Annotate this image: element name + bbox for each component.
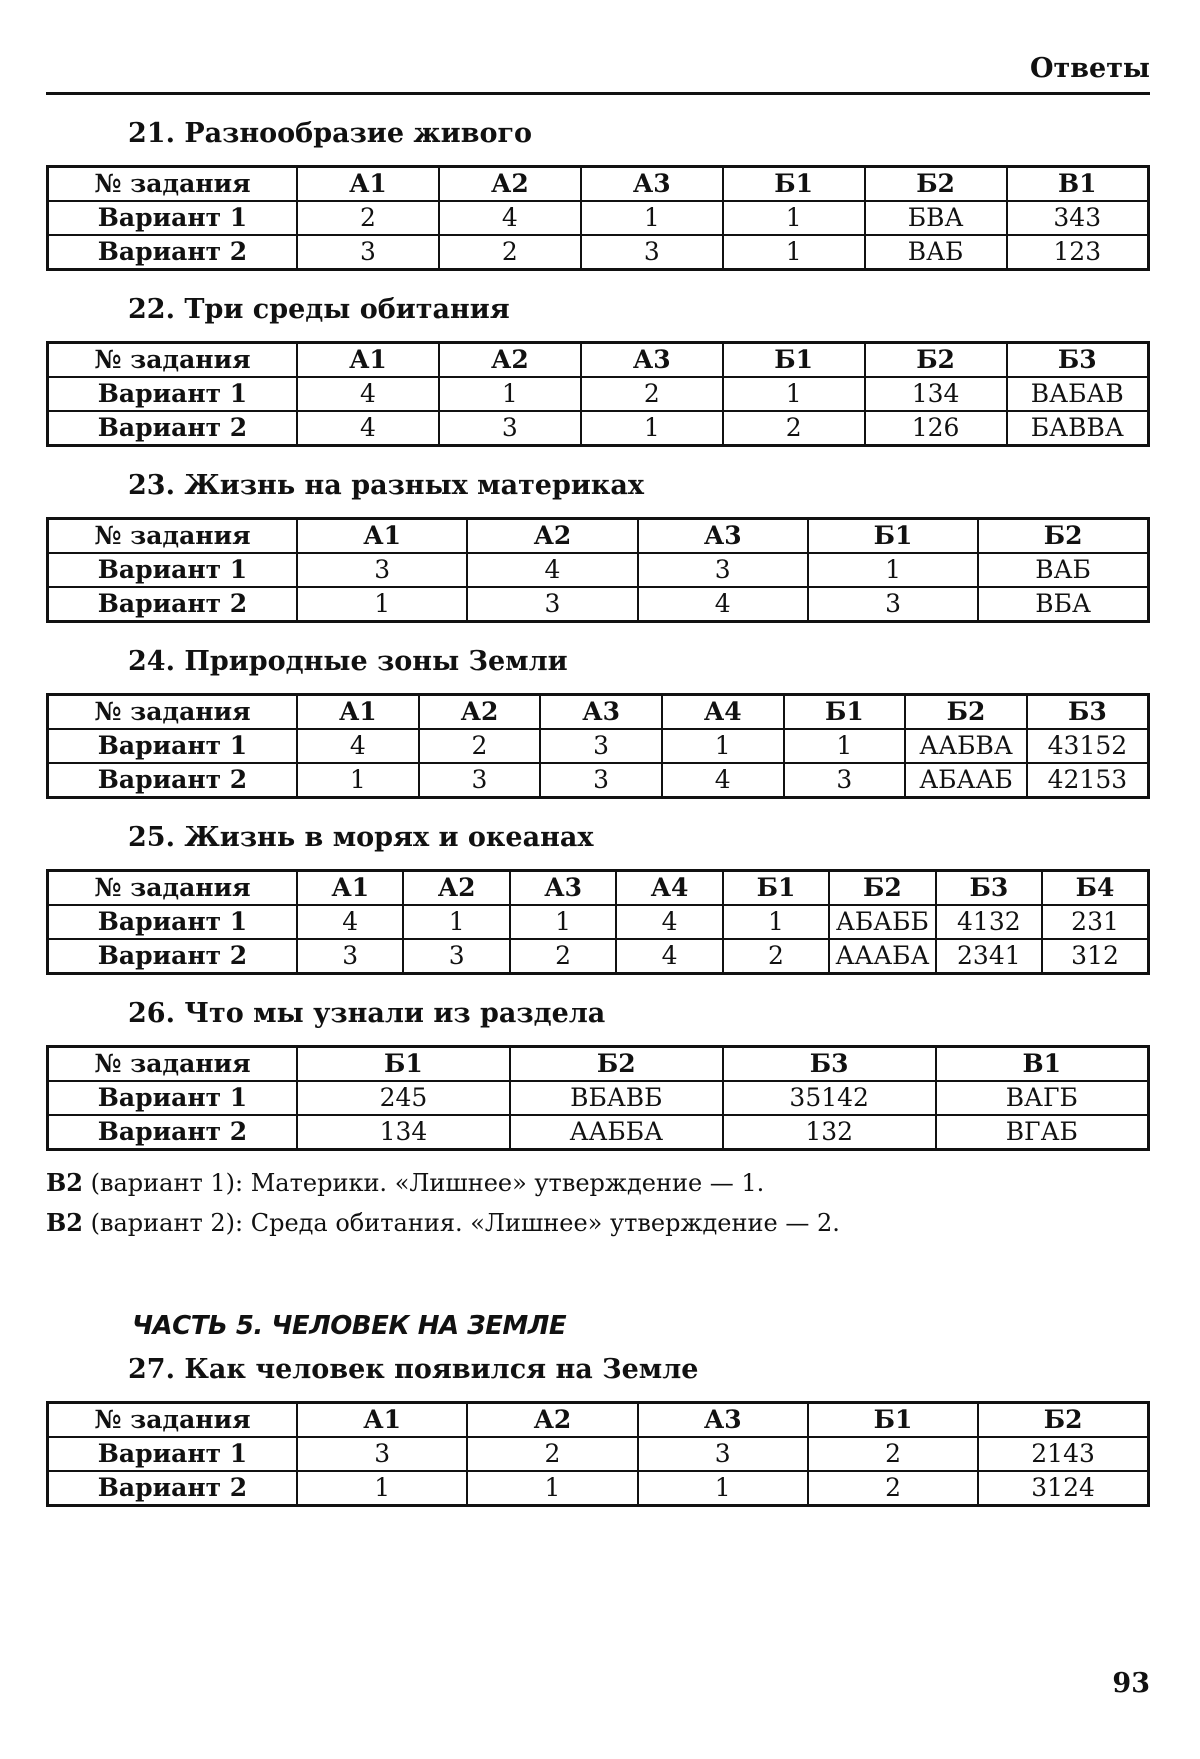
task-header-cell: А2 [403,871,509,906]
task-header-cell: В1 [936,1047,1149,1082]
task-header-cell: А1 [297,167,439,202]
running-head [46,0,1150,95]
answer-section [46,469,1150,623]
answer-cell: 3 [540,763,662,798]
answer-cell: 3 [297,553,467,587]
answer-section [46,821,1150,975]
answer-cell: 4 [297,377,439,411]
answer-cell: 1 [297,1471,467,1506]
section-title: 21. Разнообразие живого [128,118,533,149]
task-header-cell: Б2 [865,343,1007,378]
variant-label: Вариант 1 [48,729,298,763]
task-number-header: № задания [48,1047,298,1082]
running-head-title: Ответы [1030,53,1150,84]
task-header-cell: Б3 [1027,695,1149,730]
note-line [46,1163,1150,1203]
answer-cell: 2 [808,1437,978,1471]
table-row [48,1471,1149,1506]
answer-cell: 4 [662,763,784,798]
task-header-cell: Б1 [723,871,829,906]
task-header-cell: А1 [297,871,403,906]
answer-cell: 4 [297,905,403,939]
answer-cell: 1 [467,1471,637,1506]
table-row [48,411,1149,446]
answer-cell: ВБА [978,587,1148,622]
answer-cell: 1 [808,553,978,587]
answer-cell: ВАБ [865,235,1007,270]
answer-cell: АААБА [829,939,935,974]
answer-cell: БАВВА [1007,411,1149,446]
task-number-header: № задания [48,343,298,378]
answer-cell: 1 [723,201,865,235]
section-title: 26. Что мы узнали из раздела [128,998,606,1029]
answer-cell: 4 [616,905,722,939]
task-header-cell: А3 [638,1403,808,1438]
answer-cell: 3 [467,587,637,622]
task-header-cell: Б2 [978,1403,1148,1438]
table-header-row [48,1403,1149,1438]
task-header-cell: Б1 [297,1047,510,1082]
table-row [48,201,1149,235]
part-title: ЧАСТЬ 5. ЧЕЛОВЕК НА ЗЕМЛЕ [132,1311,567,1341]
answer-cell: 42153 [1027,763,1149,798]
task-header-cell: А4 [616,871,722,906]
task-header-cell: А3 [510,871,616,906]
answer-cell: ВГАБ [936,1115,1149,1150]
task-number-header: № задания [48,695,298,730]
answer-cell: 4 [616,939,722,974]
task-header-cell: Б3 [1007,343,1149,378]
task-header-cell: А2 [467,519,637,554]
answer-table [46,341,1150,447]
answer-cell: 2 [297,201,439,235]
table-row [48,1437,1149,1471]
answer-table [46,693,1150,799]
task-number-header: № задания [48,871,298,906]
answer-sections [46,117,1150,1151]
task-header-cell: А2 [439,167,581,202]
table-header-row [48,343,1149,378]
task-header-cell: Б2 [905,695,1027,730]
answer-cell: 1 [510,905,616,939]
table-row [48,377,1149,411]
table-header-row [48,167,1149,202]
task-header-cell: Б1 [808,519,978,554]
answer-cell: 1 [723,235,865,270]
variant-label: Вариант 1 [48,553,298,587]
answer-cell: ВБАВБ [510,1081,723,1115]
answer-cell: 2 [510,939,616,974]
answer-section [46,997,1150,1151]
answer-cell: 1 [297,763,419,798]
answer-cell: 3 [297,235,439,270]
answer-cell: 343 [1007,201,1149,235]
task-header-cell: А2 [467,1403,637,1438]
answer-cell: ААББА [510,1115,723,1150]
note-text: (вариант 1): Материки. «Лишнее» утверждение — 1. [82,1169,765,1197]
answer-cell: 3 [638,1437,808,1471]
answer-section-27 [46,1353,1150,1507]
task-header-cell: Б1 [723,167,865,202]
table-header-row [48,519,1149,554]
note-label: В2 [46,1168,83,1197]
task-header-cell: А1 [297,519,467,554]
task-header-cell: А3 [581,167,723,202]
task-header-cell: Б2 [865,167,1007,202]
answer-cell: 4132 [936,905,1042,939]
variant-label: Вариант 1 [48,377,298,411]
answer-cell: 2 [808,1471,978,1506]
answer-cell: БВА [865,201,1007,235]
section-title: 24. Природные зоны Земли [128,646,568,677]
task-header-cell: Б1 [784,695,906,730]
variant-label: Вариант 1 [48,905,298,939]
answer-cell: 1 [297,587,467,622]
task-header-cell: Б1 [723,343,865,378]
answer-cell: АБААБ [905,763,1027,798]
answer-cell: 4 [638,587,808,622]
answer-cell: 126 [865,411,1007,446]
answer-cell: 3 [808,587,978,622]
answer-cell: 2341 [936,939,1042,974]
answer-cell: 3 [439,411,581,446]
section-title: 23. Жизнь на разных материках [128,470,644,501]
answer-cell: 2 [439,235,581,270]
task-header-cell: Б3 [723,1047,936,1082]
answer-cell: ВАБАВ [1007,377,1149,411]
variant-label: Вариант 2 [48,1115,298,1150]
note-label: В2 [46,1208,83,1237]
task-header-cell: А1 [297,695,419,730]
task-number-header: № задания [48,167,298,202]
answer-cell: 1 [439,377,581,411]
answer-section [46,117,1150,271]
answer-cell: 134 [297,1115,510,1150]
note-line [46,1203,1150,1243]
answer-cell: 2 [581,377,723,411]
answer-cell: 245 [297,1081,510,1115]
answer-cell: 134 [865,377,1007,411]
table-row [48,905,1149,939]
answer-cell: ВАБ [978,553,1148,587]
answer-cell: 1 [784,729,906,763]
task-header-cell: А4 [662,695,784,730]
table-row [48,235,1149,270]
task-header-cell: А2 [419,695,541,730]
task-number-header: № задания [48,519,298,554]
answer-cell: 1 [581,411,723,446]
answer-cell: 2143 [978,1437,1148,1471]
table-row [48,763,1149,798]
answer-cell: 1 [638,1471,808,1506]
task-number-header: № задания [48,1403,298,1438]
answer-cell: 1 [403,905,509,939]
table-row [48,553,1149,587]
answer-table [46,1045,1150,1151]
table-row [48,939,1149,974]
answer-cell: ААБВА [905,729,1027,763]
task-header-cell: В1 [1007,167,1149,202]
answer-cell: 2 [723,939,829,974]
answer-table [46,1401,1150,1507]
answer-section [46,293,1150,447]
answer-cell: 3 [403,939,509,974]
answer-cell: 123 [1007,235,1149,270]
answer-cell: 2 [467,1437,637,1471]
task-header-cell: Б2 [510,1047,723,1082]
variant-label: Вариант 2 [48,587,298,622]
variant-label: Вариант 1 [48,201,298,235]
answer-cell: 2 [419,729,541,763]
answer-cell: 1 [723,905,829,939]
task-header-cell: Б2 [978,519,1148,554]
answer-table [46,165,1150,271]
variant-label: Вариант 1 [48,1437,298,1471]
answer-table [46,517,1150,623]
variant-label: Вариант 2 [48,235,298,270]
answer-table [46,869,1150,975]
task-header-cell: Б4 [1042,871,1148,906]
task-header-cell: Б1 [808,1403,978,1438]
answer-cell: 231 [1042,905,1148,939]
answer-cell: 3 [581,235,723,270]
variant-label: Вариант 2 [48,939,298,974]
answer-cell: 4 [297,729,419,763]
answer-cell: 3 [540,729,662,763]
answer-section [46,645,1150,799]
section-title: 25. Жизнь в морях и океанах [128,822,594,853]
answers-page [46,0,1150,1699]
answer-cell: 3124 [978,1471,1148,1506]
table-row [48,729,1149,763]
table-row [48,1115,1149,1150]
task-header-cell: А3 [540,695,662,730]
answer-cell: 3 [297,939,403,974]
variant-label: Вариант 1 [48,1081,298,1115]
answer-section [46,1353,1150,1507]
answer-cell: 3 [297,1437,467,1471]
answer-cell: АБАББ [829,905,935,939]
answer-cell: 1 [723,377,865,411]
answer-cell: 3 [784,763,906,798]
task-header-cell: А1 [297,343,439,378]
answer-cell: ВАГБ [936,1081,1149,1115]
answer-cell: 1 [662,729,784,763]
task-header-cell: Б3 [936,871,1042,906]
variant-label: Вариант 2 [48,1471,298,1506]
table-row [48,587,1149,622]
task-header-cell: А1 [297,1403,467,1438]
answer-cell: 2 [723,411,865,446]
answer-cell: 132 [723,1115,936,1150]
answer-cell: 35142 [723,1081,936,1115]
table-header-row [48,1047,1149,1082]
answer-cell: 43152 [1027,729,1149,763]
answer-cell: 312 [1042,939,1148,974]
table-header-row [48,695,1149,730]
task-header-cell: А3 [638,519,808,554]
answer-cell: 4 [297,411,439,446]
table-row [48,1081,1149,1115]
page-number: 93 [1112,1668,1150,1699]
note-text: (вариант 2): Среда обитания. «Лишнее» утверждение — 2. [82,1209,840,1237]
section-title: 22. Три среды обитания [128,294,510,325]
answer-cell: 3 [638,553,808,587]
answer-cell: 4 [467,553,637,587]
answer-cell: 4 [439,201,581,235]
task-header-cell: А3 [581,343,723,378]
task-header-cell: А2 [439,343,581,378]
section-title: 27. Как человек появился на Земле [128,1354,699,1385]
table-header-row [48,871,1149,906]
answer-cell: 3 [419,763,541,798]
notes [46,1163,1150,1243]
answer-cell: 1 [581,201,723,235]
task-header-cell: Б2 [829,871,935,906]
variant-label: Вариант 2 [48,763,298,798]
variant-label: Вариант 2 [48,411,298,446]
